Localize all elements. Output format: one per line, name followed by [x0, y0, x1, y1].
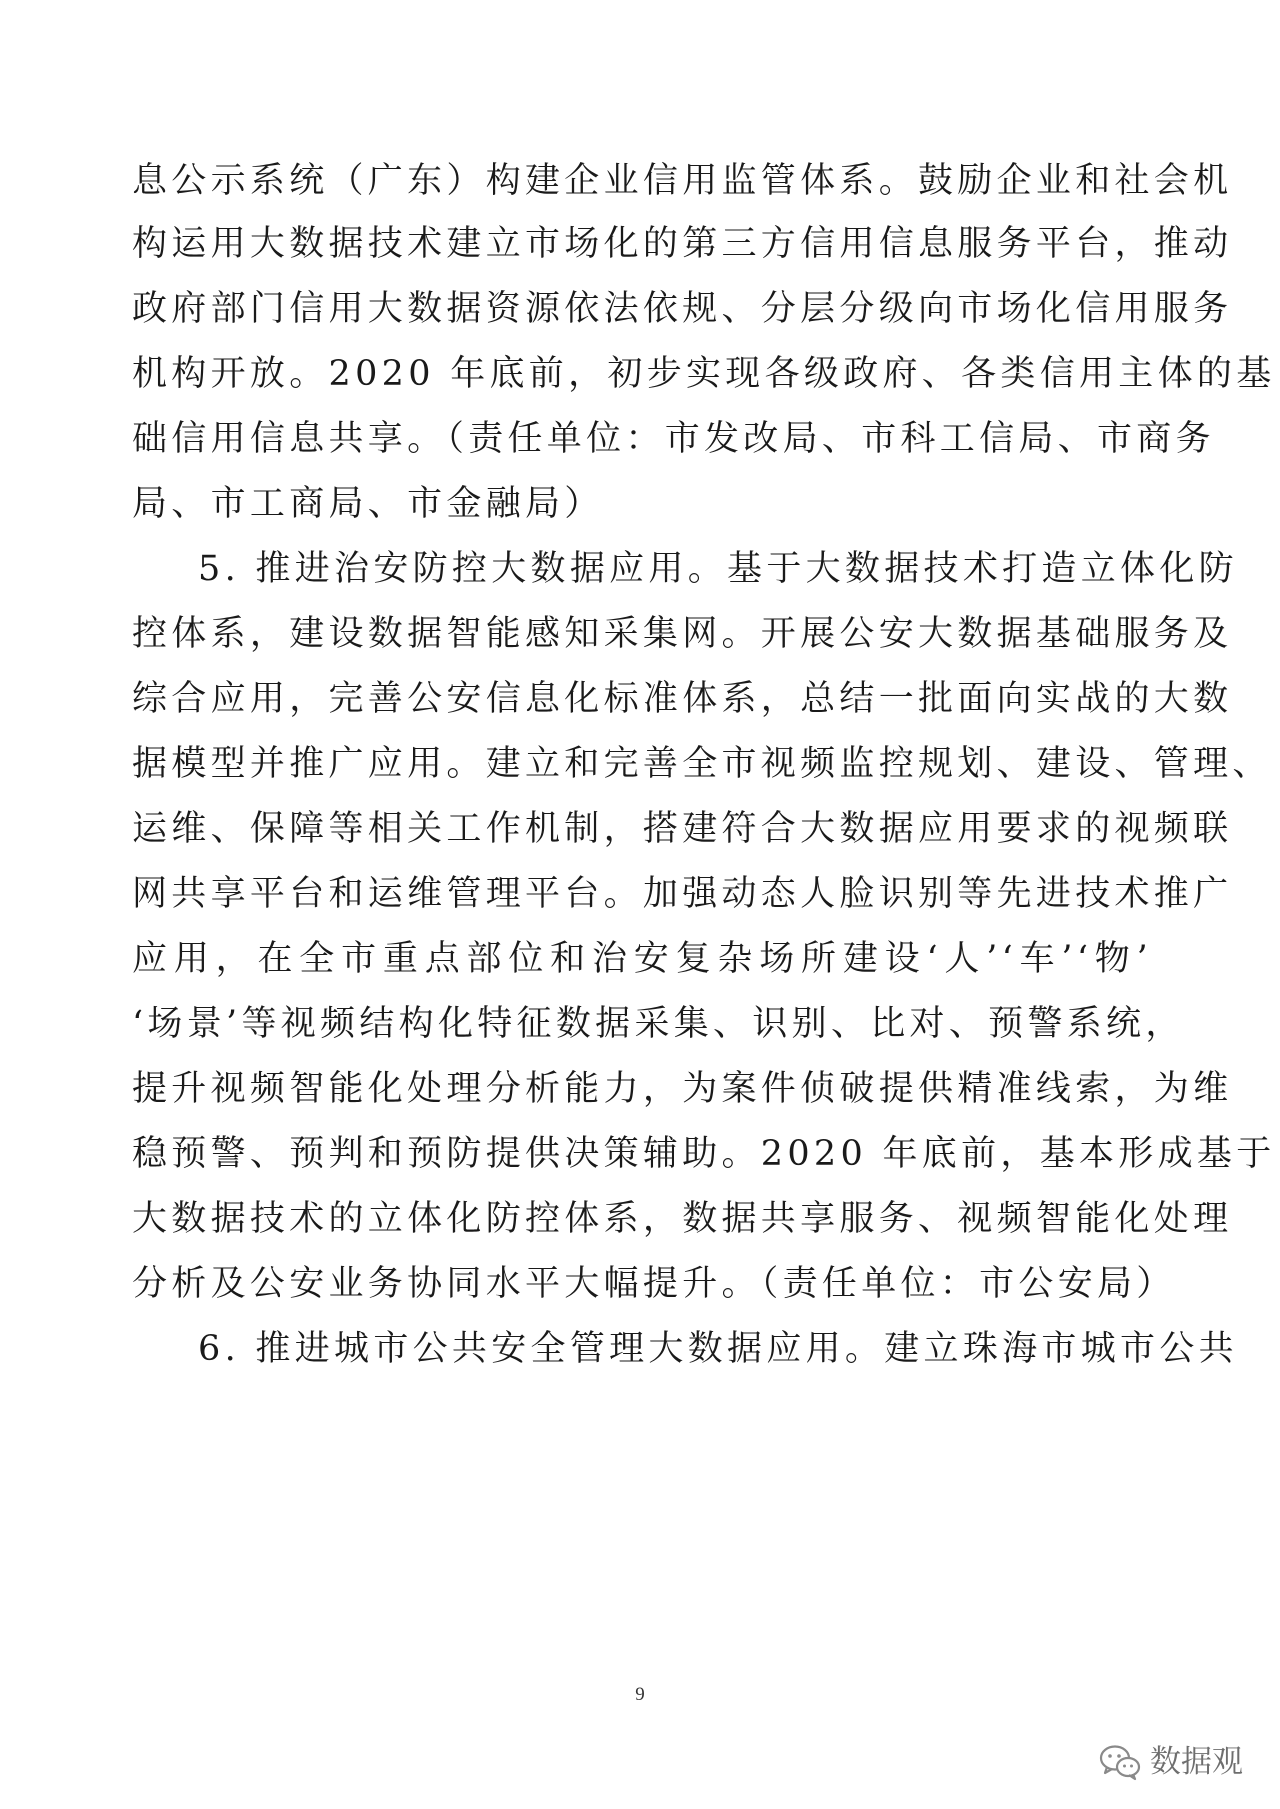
watermark [1098, 1740, 1243, 1784]
watermark-text: 数据观 [1150, 1744, 1243, 1780]
text-line: 据模型并推广应用。建立和完善全市视频监控规划、建设、管理、 [132, 744, 1272, 784]
text-line: 政府部门信用大数据资源依法依规、分层分级向市场化信用服务 [132, 289, 1233, 329]
paragraph-heading-6: 6. 推进城市公共安全管理大数据应用。建立珠海市城市公共 [198, 1329, 1238, 1369]
text-line: 应用，在全市重点部位和治安复杂场所建设‘人’‘车’‘物’ [132, 939, 1152, 979]
wechat-icon [1098, 1742, 1142, 1782]
text-line: 础信用信息共享。（责任单位：市发改局、市科工信局、市商务 [132, 419, 1215, 459]
text-line: 控体系，建设数据智能感知采集网。开展公安大数据基础服务及 [132, 614, 1233, 654]
text-line: 网共享平台和运维管理平台。加强动态人脸识别等先进技术推广 [132, 874, 1233, 914]
text-line: 综合应用，完善公安信息化标准体系，总结一批面向实战的大数 [132, 679, 1233, 719]
text-line: 息公示系统（广东）构建企业信用监管体系。鼓励企业和社会机 [132, 161, 1233, 201]
text-line: 机构开放。2020 年底前，初步实现各级政府、各类信用主体的基 [132, 354, 1276, 394]
text-line: 分析及公安业务协同水平大幅提升。（责任单位：市公安局） [132, 1264, 1176, 1304]
text-line: 稳预警、预判和预防提供决策辅助。2020 年底前，基本形成基于 [132, 1134, 1276, 1174]
text-line: 局、市工商局、市金融局） [132, 484, 604, 524]
text-line: 构运用大数据技术建立市场化的第三方信用信息服务平台，推动 [132, 224, 1233, 264]
paragraph-heading-5: 5. 推进治安防控大数据应用。基于大数据技术打造立体化防 [198, 549, 1238, 589]
page-number: 9 [635, 1684, 645, 1705]
text-line: 大数据技术的立体化防控体系，数据共享服务、视频智能化处理 [132, 1199, 1233, 1239]
text-line: ‘场景’等视频结构化特征数据采集、识别、比对、预警系统， [132, 1004, 1185, 1044]
text-line: 运维、保障等相关工作机制，搭建符合大数据应用要求的视频联 [132, 809, 1233, 849]
text-line: 提升视频智能化处理分析能力，为案件侦破提供精准线索，为维 [132, 1069, 1233, 1109]
